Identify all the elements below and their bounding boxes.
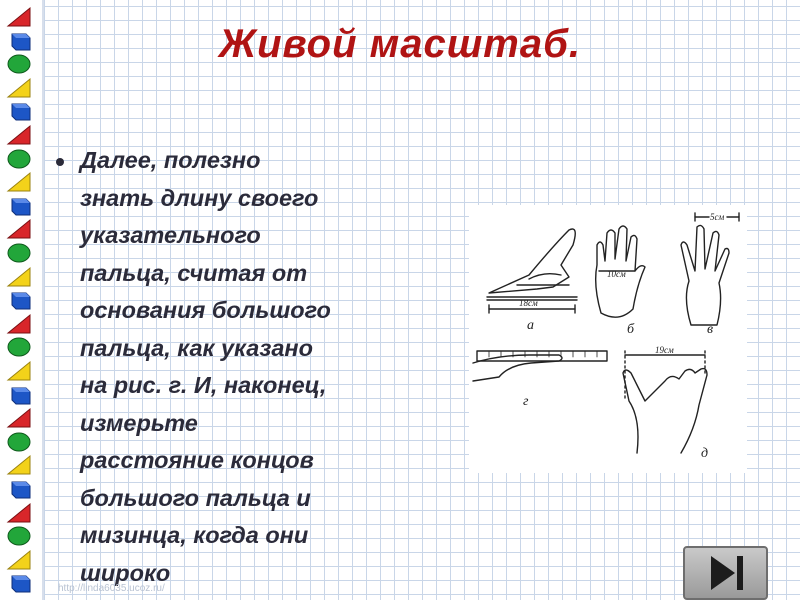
bullet-line: пальца, считая от <box>80 259 308 286</box>
triangle-decor-icon <box>6 77 32 99</box>
triangle-decor-icon <box>6 313 32 335</box>
circle-decor-icon <box>6 525 32 547</box>
measure-10cm: 10см <box>607 269 626 279</box>
triangle-decor-icon <box>6 407 32 429</box>
triangle-decor-icon <box>6 218 32 240</box>
fig-label-v: в <box>707 322 714 337</box>
cube-decor-icon <box>6 195 32 217</box>
next-slide-icon <box>707 554 747 592</box>
circle-decor-icon <box>6 431 32 453</box>
next-slide-button[interactable] <box>683 546 768 600</box>
circle-decor-icon <box>6 336 32 358</box>
fig-label-g: г <box>523 394 529 409</box>
bullet-line: Далее, полезно <box>80 147 261 173</box>
bullet-line: расстояние концов <box>80 447 314 473</box>
triangle-decor-icon <box>6 549 32 571</box>
watermark-text: http://linda6035.ucoz.ru/ <box>58 583 165 594</box>
bullet-line: знать длину своего <box>80 184 319 211</box>
circle-decor-icon <box>6 148 32 170</box>
fig-label-d: д <box>701 446 709 461</box>
hand-illustration <box>469 205 747 473</box>
cube-decor-icon <box>6 478 32 500</box>
bullet-line: мизинца, когда они <box>80 522 309 548</box>
cube-decor-icon <box>6 289 32 311</box>
triangle-decor-icon <box>6 502 32 524</box>
triangle-decor-icon <box>6 124 32 146</box>
hand-measurement-figure <box>469 205 747 473</box>
measure-18cm: 18см <box>519 298 538 308</box>
bullet-paragraph <box>56 142 416 592</box>
bullet-line: на рис. г. И, наконец, <box>80 372 327 398</box>
decorative-margin-strip <box>0 0 44 600</box>
bullet-line: измерьте <box>80 409 198 436</box>
measure-19cm: 19см <box>655 345 674 355</box>
bullet-line: основания большого <box>80 297 331 323</box>
cube-decor-icon <box>6 384 32 406</box>
triangle-decor-icon <box>6 454 32 476</box>
bullet-line: пальца, как указано <box>80 334 313 361</box>
bullet-line: широко <box>80 559 171 586</box>
fig-label-a: а <box>527 318 534 333</box>
bullet-line: указательного <box>80 222 261 248</box>
triangle-decor-icon <box>6 360 32 382</box>
fig-label-b: б <box>627 322 635 337</box>
circle-decor-icon <box>6 242 32 264</box>
cube-decor-icon <box>6 572 32 594</box>
triangle-decor-icon <box>6 171 32 193</box>
cube-decor-icon <box>6 100 32 122</box>
measure-5cm: 5см <box>710 212 725 222</box>
slide-title: Живой масштаб. <box>218 22 581 66</box>
bullet-line: большого пальца и <box>80 484 311 511</box>
triangle-decor-icon <box>6 266 32 288</box>
